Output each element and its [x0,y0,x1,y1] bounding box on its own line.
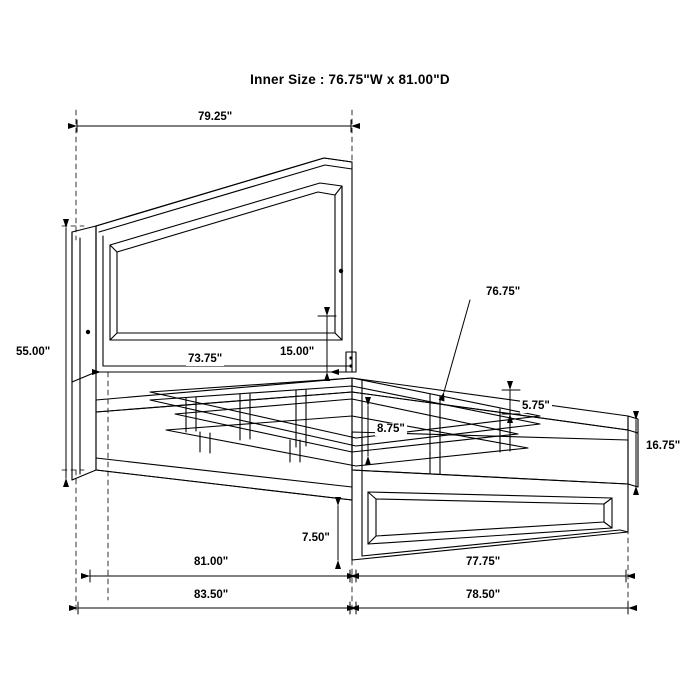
dimension-label-footboard-height: 16.75" [646,440,681,452]
dimension-label-overall-height: 55.00" [16,346,51,358]
dimension-label-overall-length-left: 83.50" [194,589,229,601]
dimension-label-overall-length-right: 78.50" [466,589,501,601]
dimension-label-slat-height: 8.75" [377,423,405,435]
dimension-label-headboard-clearance: 15.00" [280,346,315,358]
dimension-label-headboard-inner-width: 73.75" [188,353,223,365]
dimension-label-inner-length-left: 81.00" [194,556,229,568]
page-title: Inner Size : 76.75"W x 81.00"D [250,72,450,87]
dimension-label-inner-width-callout: 76.75" [486,286,521,298]
dimension-label-inner-length-right: 77.75" [466,556,501,568]
dimension-label-rail-top-thickness: 5.75" [522,400,550,412]
dimension-label-floor-clearance: 7.50" [302,532,330,544]
dimension-label-headboard-width: 79.25" [198,111,233,123]
